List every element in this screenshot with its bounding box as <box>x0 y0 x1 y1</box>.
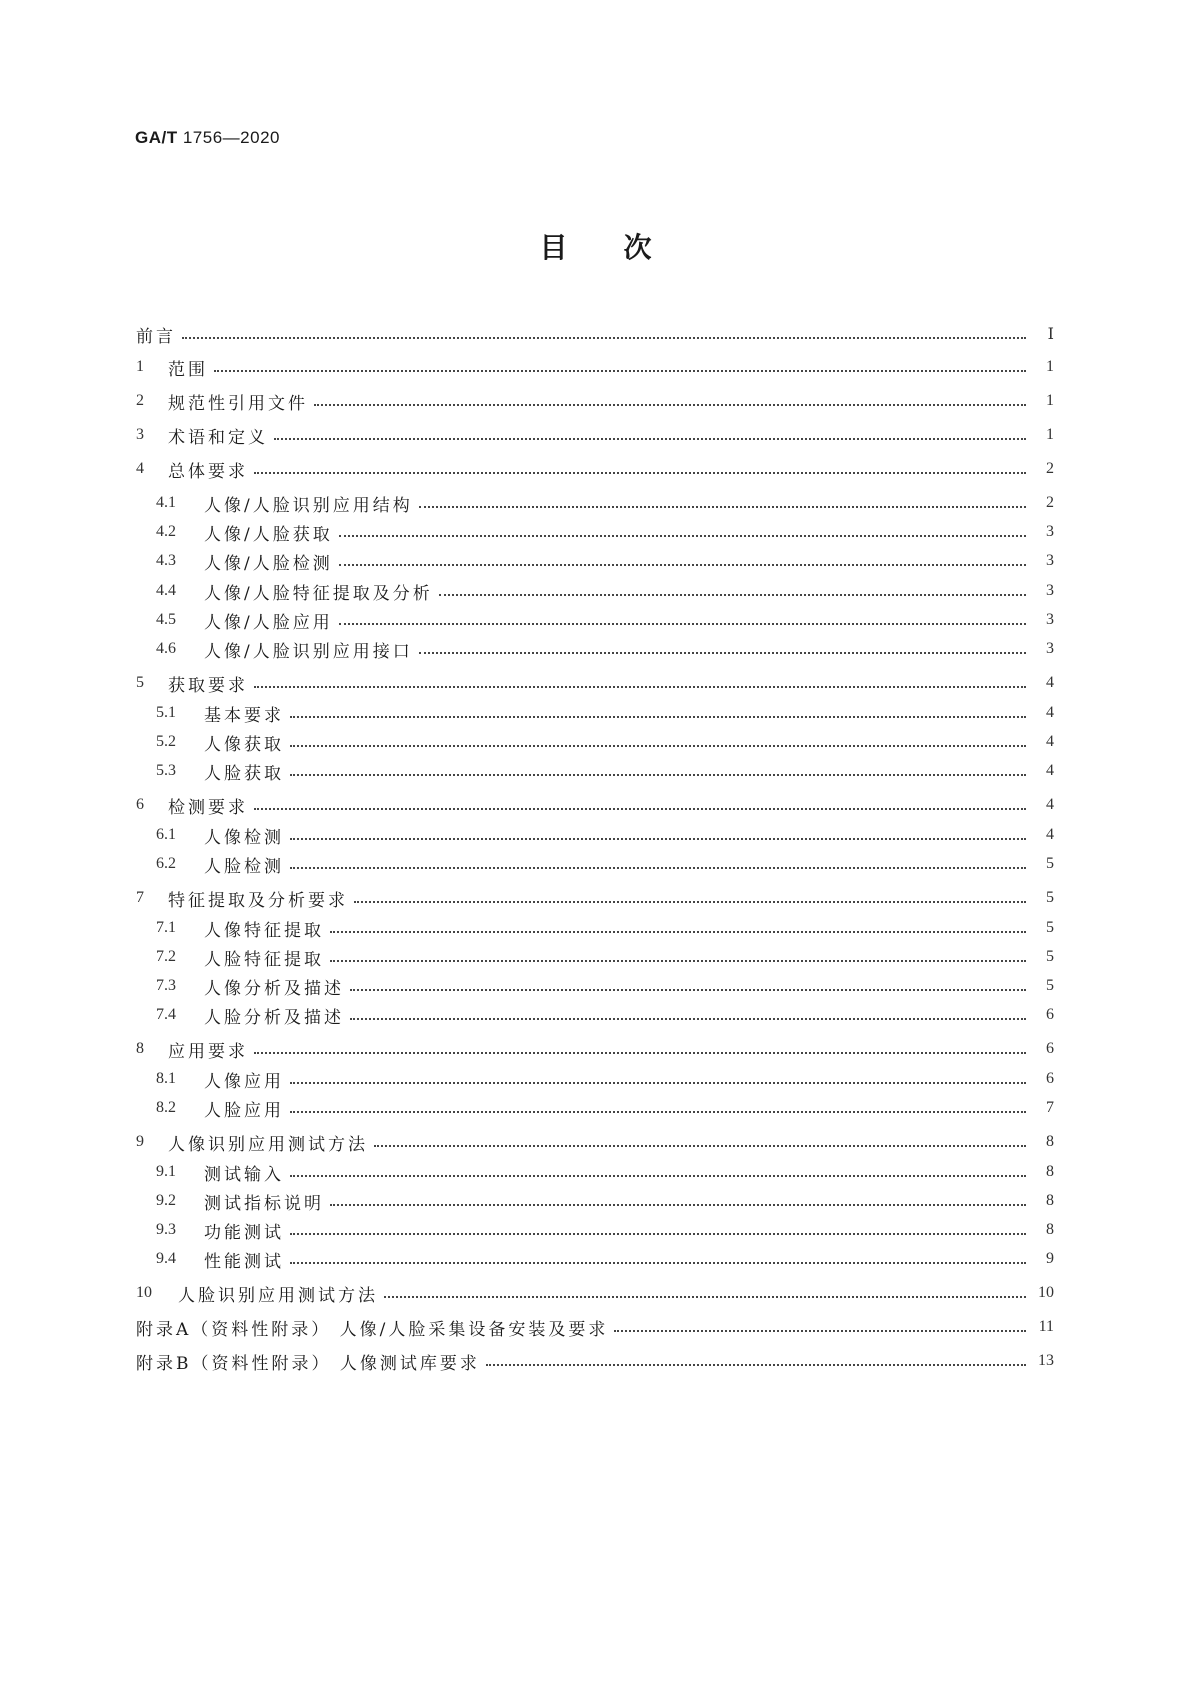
toc-entry-number: 8.2 <box>156 1099 176 1116</box>
toc-entry-title: 人像应用 <box>204 1071 284 1092</box>
toc-entry-title: 附录B（资料性附录） 人像测试库要求 <box>136 1353 480 1374</box>
toc-entry[interactable] <box>156 577 1054 605</box>
toc-entry-page: 6 <box>1046 1040 1054 1057</box>
toc-entry-title: 性能测试 <box>204 1251 284 1272</box>
toc-entry-title: 人脸识别应用测试方法 <box>178 1285 378 1306</box>
toc-entry-number: 9 <box>136 1133 144 1150</box>
toc-leader-dots <box>330 959 1026 962</box>
toc-entry-page: 6 <box>1046 1006 1054 1023</box>
toc-entry-page: 1 <box>1046 426 1054 443</box>
toc-entry-number: 4.6 <box>156 640 176 657</box>
standard-number: 1756—2020 <box>182 128 280 147</box>
toc-entry-title: 获取要求 <box>168 675 248 696</box>
toc-entry[interactable] <box>136 1035 1054 1063</box>
toc-leader-dots <box>274 437 1026 440</box>
toc-entry-page: 5 <box>1046 948 1054 965</box>
toc-entry[interactable] <box>136 791 1054 819</box>
toc-entry-number: 2 <box>136 392 144 409</box>
toc-entry[interactable] <box>156 972 1054 1000</box>
toc-entry-number: 4.1 <box>156 494 176 511</box>
toc-entry-page: 8 <box>1046 1192 1054 1209</box>
toc-leader-dots <box>214 369 1026 372</box>
toc-entry[interactable] <box>156 1245 1054 1273</box>
toc-leader-dots <box>614 1329 1026 1332</box>
toc-entry-number: 7 <box>136 889 144 906</box>
toc-leader-dots <box>419 505 1026 508</box>
toc-entry-number: 8.1 <box>156 1070 176 1087</box>
toc-leader-dots <box>354 900 1026 903</box>
toc-leader-dots <box>254 471 1026 474</box>
toc-entry-number: 8 <box>136 1040 144 1057</box>
toc-entry[interactable] <box>136 320 1054 348</box>
toc-entry-page: 5 <box>1046 855 1054 872</box>
toc-leader-dots <box>254 1051 1026 1054</box>
toc-entry-title: 功能测试 <box>204 1222 284 1243</box>
toc-entry-page: Ⅰ <box>1047 326 1054 343</box>
page-title: 目次 <box>539 231 708 264</box>
toc-leader-dots <box>290 1110 1026 1113</box>
toc-entry-page: 13 <box>1038 1352 1054 1369</box>
toc-leader-dots <box>290 744 1026 747</box>
toc-leader-dots <box>339 622 1026 625</box>
toc-entry-page: 4 <box>1046 704 1054 721</box>
toc-entry-page: 2 <box>1046 494 1054 511</box>
toc-entry-page: 1 <box>1046 358 1054 375</box>
toc-entry-page: 5 <box>1046 919 1054 936</box>
toc-entry-title: 基本要求 <box>204 705 284 726</box>
toc-entry[interactable] <box>156 606 1054 634</box>
toc-entry[interactable] <box>156 850 1054 878</box>
toc-entry[interactable] <box>156 1094 1054 1122</box>
toc-entry-number: 6.2 <box>156 855 176 872</box>
toc-entry[interactable] <box>136 455 1054 483</box>
toc-leader-dots <box>290 773 1026 776</box>
toc-entry-number: 6.1 <box>156 826 176 843</box>
toc-entry-page: 4 <box>1046 796 1054 813</box>
toc-leader-dots <box>290 1261 1026 1264</box>
toc-entry-page: 11 <box>1038 1318 1054 1335</box>
toc-entry[interactable] <box>156 1001 1054 1029</box>
toc-entry-number: 9.1 <box>156 1163 176 1180</box>
toc-entry-title: 测试指标说明 <box>204 1193 324 1214</box>
toc-entry-title: 规范性引用文件 <box>168 393 308 414</box>
toc-entry-number: 10 <box>136 1284 152 1301</box>
toc-entry-page: 5 <box>1046 977 1054 994</box>
toc-entry-title: 人像分析及描述 <box>204 978 344 999</box>
toc-leader-dots <box>374 1144 1026 1147</box>
toc-entry-number: 5.1 <box>156 704 176 721</box>
toc-leader-dots <box>290 1174 1026 1177</box>
toc-entry-title: 人脸特征提取 <box>204 949 324 970</box>
toc-entry[interactable] <box>136 387 1054 415</box>
toc-entry-page: 3 <box>1046 611 1054 628</box>
toc-entry[interactable] <box>156 1158 1054 1186</box>
toc-entry-page: 10 <box>1038 1284 1054 1301</box>
toc-entry-page: 8 <box>1046 1163 1054 1180</box>
toc-leader-dots <box>182 336 1026 339</box>
toc-entry-page: 5 <box>1046 889 1054 906</box>
toc-entry-number: 1 <box>136 358 144 375</box>
toc-entry-page: 4 <box>1046 826 1054 843</box>
toc-entry[interactable] <box>156 757 1054 785</box>
toc-entry-number: 4.5 <box>156 611 176 628</box>
toc-entry-number: 7.2 <box>156 948 176 965</box>
toc-entry-title: 人脸检测 <box>204 856 284 877</box>
toc-entry-number: 7.3 <box>156 977 176 994</box>
toc-entry-page: 4 <box>1046 674 1054 691</box>
toc-entry-title: 特征提取及分析要求 <box>168 890 348 911</box>
toc-entry-number: 7.4 <box>156 1006 176 1023</box>
toc-entry-number: 6 <box>136 796 144 813</box>
toc-leader-dots <box>350 988 1026 991</box>
toc-entry-title: 人像/人脸特征提取及分析 <box>204 583 433 604</box>
toc-entry-title: 人脸获取 <box>204 763 284 784</box>
toc-entry[interactable] <box>136 353 1054 381</box>
toc-entry-number: 4.3 <box>156 552 176 569</box>
toc-entry-page: 4 <box>1046 762 1054 779</box>
toc-entry[interactable] <box>156 1216 1054 1244</box>
toc-entry-page: 8 <box>1046 1133 1054 1150</box>
toc-entry[interactable] <box>156 914 1054 942</box>
toc-entry-title: 人像特征提取 <box>204 920 324 941</box>
toc-entry-title: 人像/人脸检测 <box>204 553 333 574</box>
toc-entry-title: 人像/人脸识别应用结构 <box>204 495 413 516</box>
toc-entry-page: 3 <box>1046 640 1054 657</box>
toc-entry-number: 7.1 <box>156 919 176 936</box>
toc-entry-title: 人脸应用 <box>204 1100 284 1121</box>
toc-entry-page: 3 <box>1046 582 1054 599</box>
toc-leader-dots <box>339 534 1026 537</box>
toc-entry-number: 4.2 <box>156 523 176 540</box>
toc-entry-number: 4.4 <box>156 582 176 599</box>
toc-leader-dots <box>290 715 1026 718</box>
toc-entry-title: 人像获取 <box>204 734 284 755</box>
standard-code <box>135 128 280 148</box>
toc-entry[interactable] <box>156 821 1054 849</box>
toc-entry-title: 前言 <box>136 326 176 347</box>
toc-entry[interactable] <box>156 699 1054 727</box>
toc-entry[interactable] <box>156 728 1054 756</box>
toc-entry-page: 4 <box>1046 733 1054 750</box>
toc-entry[interactable] <box>156 489 1054 517</box>
toc-entry-title: 总体要求 <box>168 461 248 482</box>
toc-leader-dots <box>419 651 1026 654</box>
toc-leader-dots <box>290 866 1026 869</box>
toc-entry-page: 8 <box>1046 1221 1054 1238</box>
toc-entry-title: 人像/人脸识别应用接口 <box>204 641 413 662</box>
toc-entry[interactable] <box>136 1128 1054 1156</box>
toc-entry-title: 人像检测 <box>204 827 284 848</box>
toc-entry[interactable] <box>136 421 1054 449</box>
toc-entry-number: 9.3 <box>156 1221 176 1238</box>
toc-entry-title: 人像/人脸应用 <box>204 612 333 633</box>
toc-entry[interactable] <box>156 1187 1054 1215</box>
toc-entry[interactable] <box>156 518 1054 546</box>
standard-org: GA/T <box>135 128 178 147</box>
toc-leader-dots <box>314 403 1026 406</box>
toc-leader-dots <box>486 1363 1026 1366</box>
toc-entry-number: 5.2 <box>156 733 176 750</box>
toc-entry-number: 9.2 <box>156 1192 176 1209</box>
toc-entry-number: 5 <box>136 674 144 691</box>
toc-entry-title: 应用要求 <box>168 1041 248 1062</box>
toc-entry[interactable] <box>156 547 1054 575</box>
toc-leader-dots <box>439 593 1026 596</box>
toc-entry-page: 7 <box>1046 1099 1054 1116</box>
toc-entry[interactable] <box>136 669 1054 697</box>
toc-entry-page: 6 <box>1046 1070 1054 1087</box>
toc-entry-title: 测试输入 <box>204 1164 284 1185</box>
toc-entry-title: 人像/人脸获取 <box>204 524 333 545</box>
toc-leader-dots <box>384 1295 1026 1298</box>
toc-leader-dots <box>254 807 1026 810</box>
toc-entry-title: 附录A（资料性附录） 人像/人脸采集设备安装及要求 <box>136 1319 609 1340</box>
toc-entry[interactable] <box>156 943 1054 971</box>
toc-entry-number: 3 <box>136 426 144 443</box>
toc-leader-dots <box>290 837 1026 840</box>
toc-entry[interactable] <box>156 1065 1054 1093</box>
toc-leader-dots <box>330 1203 1026 1206</box>
toc-entry-number: 9.4 <box>156 1250 176 1267</box>
toc-entry-page: 3 <box>1046 523 1054 540</box>
toc-leader-dots <box>290 1081 1026 1084</box>
toc-entry[interactable] <box>136 884 1054 912</box>
toc-entry-page: 2 <box>1046 460 1054 477</box>
toc-entry-page: 9 <box>1046 1250 1054 1267</box>
toc-entry-number: 5.3 <box>156 762 176 779</box>
toc-leader-dots <box>350 1017 1026 1020</box>
toc-leader-dots <box>330 930 1026 933</box>
toc-leader-dots <box>339 563 1026 566</box>
toc-entry-title: 范围 <box>168 359 208 380</box>
toc-leader-dots <box>254 685 1026 688</box>
toc-entry[interactable] <box>136 1347 1054 1375</box>
toc-entry-title: 检测要求 <box>168 797 248 818</box>
toc-entry-page: 1 <box>1046 392 1054 409</box>
toc-entry-number: 4 <box>136 460 144 477</box>
toc-entry-title: 术语和定义 <box>168 427 268 448</box>
toc-leader-dots <box>290 1232 1026 1235</box>
toc-entry-page: 3 <box>1046 552 1054 569</box>
toc-entry[interactable] <box>136 1279 1054 1307</box>
toc-entry-title: 人脸分析及描述 <box>204 1007 344 1028</box>
toc-entry[interactable] <box>156 635 1054 663</box>
toc-entry-title: 人像识别应用测试方法 <box>168 1134 368 1155</box>
toc-entry[interactable] <box>136 1313 1054 1341</box>
